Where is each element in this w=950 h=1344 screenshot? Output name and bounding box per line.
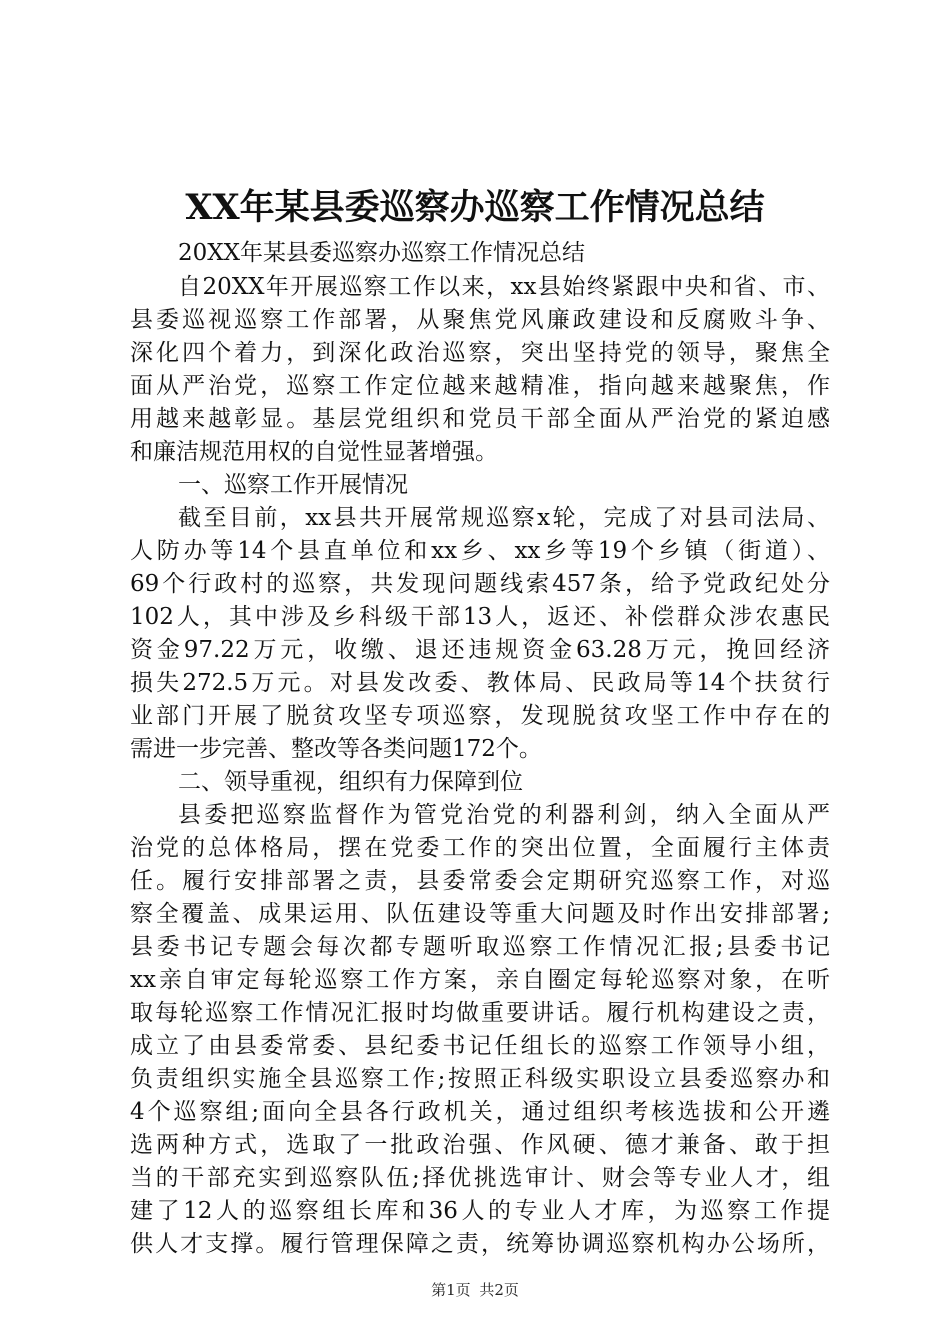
paragraph-line: 建了12人的巡察组长库和36人的专业人才库，为巡察工作提 [130, 1198, 830, 1224]
section-heading: 一、巡察工作开展情况 [178, 472, 408, 498]
paragraph-line: 需进一步完善、整改等各类问题172个。 [130, 736, 542, 762]
paragraph-line: xx亲自审定每轮巡察工作方案，亲自圈定每轮巡察对象，在听 [130, 967, 830, 993]
paragraph-line: 人防办等14个县直单位和xx乡、xx乡等19个乡镇（街道）、 [130, 538, 830, 564]
paragraph-line: 4个巡察组;面向全县各行政机关，通过组织考核选拔和公开遴 [130, 1099, 830, 1125]
paragraph-line: 面从严治党，巡察工作定位越来越精准，指向越来越聚焦，作 [130, 373, 830, 399]
paragraph-line: 选两种方式，选取了一批政治强、作风硬、德才兼备、敢于担 [130, 1132, 830, 1158]
paragraph-line: 县委把巡察监督作为管党治党的利器利剑，纳入全面从严 [178, 802, 830, 828]
paragraph-line: 和廉洁规范用权的自觉性显著增强。 [130, 439, 498, 465]
paragraph-line: 用越来越彰显。基层党组织和党员干部全面从严治党的紧迫感 [130, 406, 830, 432]
paragraph-line: 102人，其中涉及乡科级干部13人，返还、补偿群众涉农惠民 [130, 604, 830, 630]
paragraph-line: 成立了由县委常委、县纪委书记任组长的巡察工作领导小组， [130, 1033, 830, 1059]
paragraph-line: 察全覆盖、成果运用、队伍建设等重大问题及时作出安排部署; [130, 901, 830, 927]
paragraph-line: 自20XX年开展巡察工作以来，xx县始终紧跟中央和省、市、 [178, 274, 830, 300]
paragraph-line: 负责组织实施全县巡察工作;按照正科级实职设立县委巡察办和 [130, 1066, 830, 1092]
page-footer: 第1页 共2页 [431, 1281, 519, 1299]
paragraph-line: 任。履行安排部署之责，县委常委会定期研究巡察工作，对巡 [130, 868, 830, 894]
paragraph-line: 取每轮巡察工作情况汇报时均做重要讲话。履行机构建设之责， [130, 1000, 830, 1026]
paragraph-line: 业部门开展了脱贫攻坚专项巡察，发现脱贫攻坚工作中存在的 [130, 703, 830, 729]
paragraph-line: 资金97.22万元，收缴、退还违规资金63.28万元，挽回经济 [130, 637, 830, 663]
paragraph-line: 69个行政村的巡察，共发现问题线索457条，给予党政纪处分 [130, 571, 830, 597]
paragraph-line: 深化四个着力，到深化政治巡察，突出坚持党的领导，聚焦全 [130, 340, 830, 366]
paragraph-line: 截至目前，xx县共开展常规巡察x轮，完成了对县司法局、 [178, 505, 830, 531]
paragraph-line: 供人才支撑。履行管理保障之责，统筹协调巡察机构办公场所， [130, 1231, 830, 1257]
paragraph-line: 损失272.5万元。对县发改委、教体局、民政局等14个扶贫行 [130, 670, 830, 696]
document-subtitle: 20XX年某县委巡察办巡察工作情况总结 [178, 240, 586, 266]
section-heading: 二、领导重视，组织有力保障到位 [178, 769, 523, 795]
document-title: XX年某县委巡察办巡察工作情况总结 [185, 187, 765, 228]
paragraph-line: 县委书记专题会每次都专题听取巡察工作情况汇报;县委书记 [130, 934, 830, 960]
paragraph-line: 县委巡视巡察工作部署，从聚焦党风廉政建设和反腐败斗争、 [130, 307, 830, 333]
paragraph-line: 当的干部充实到巡察队伍;择优挑选审计、财会等专业人才，组 [130, 1165, 830, 1191]
paragraph-line: 治党的总体格局，摆在党委工作的突出位置，全面履行主体责 [130, 835, 830, 861]
